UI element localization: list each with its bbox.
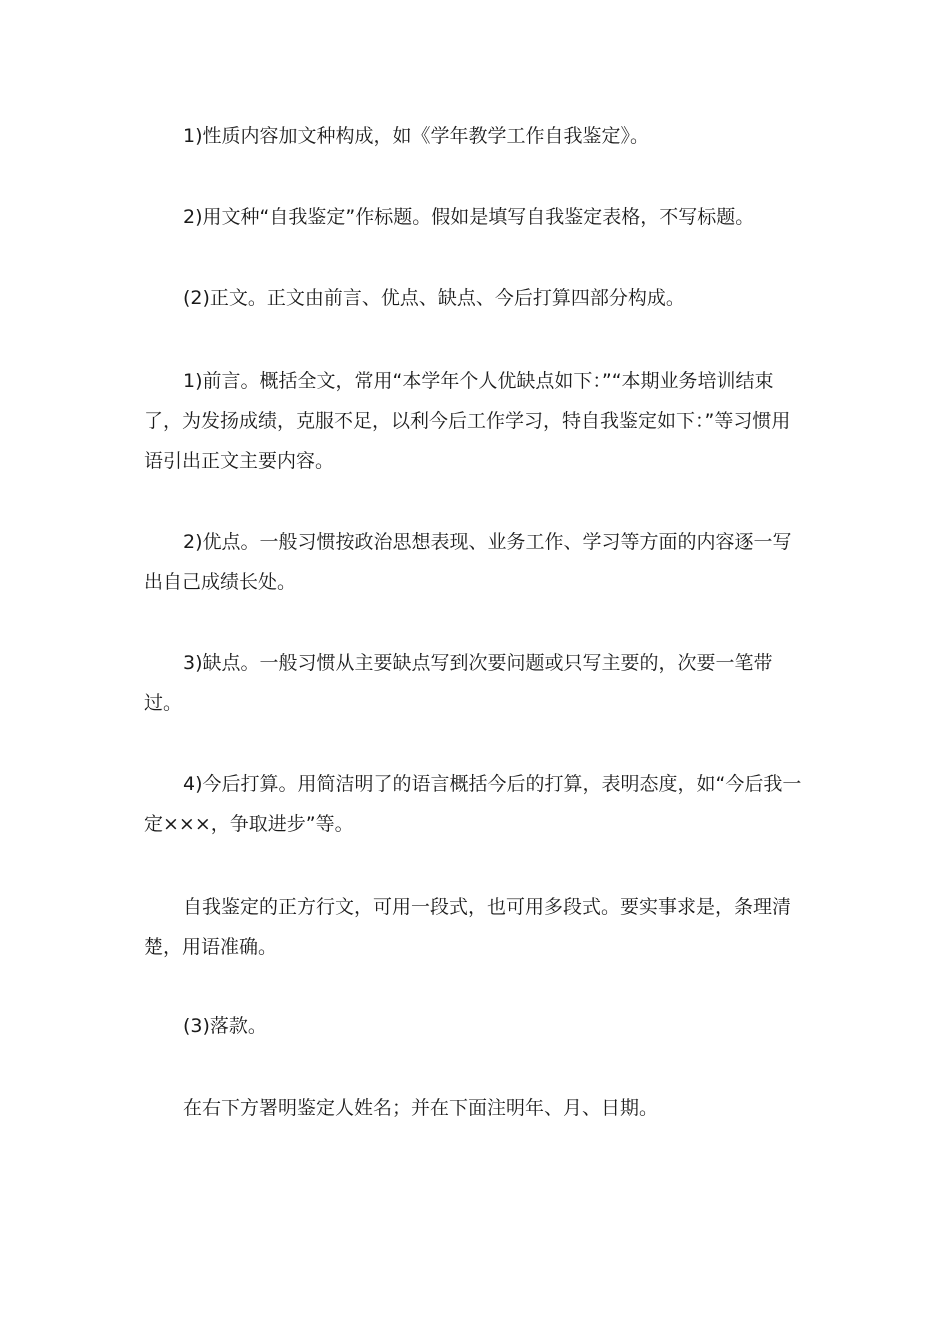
paragraph-weaknesses: 3)缺点。一般习惯从主要缺点写到次要问题或只写主要的，次要一笔带过。 [144, 652, 773, 714]
paragraph-body-style: 自我鉴定的正方行文，可用一段式，也可用多段式。要实事求是，条理清楚，用语准确。 [144, 896, 792, 958]
paragraph-future-plans: 4)今后打算。用简洁明了的语言概括今后的打算，表明态度，如“今后我一定×××，争取进步”等。 [144, 773, 802, 835]
paragraph-title-format-2: 2)用文种“自我鉴定”作标题。假如是填写自我鉴定表格，不写标题。 [183, 206, 755, 228]
paragraph-preface: 1)前言。概括全文，常用“本学年个人优缺点如下：”“本期业务培训结束了，为发扬成绩，克服不足，以利今后工作学习，特自我鉴定如下：”等习惯用语引出正文主要内容。 [144, 370, 791, 472]
paragraph-strengths: 2)优点。一般习惯按政治思想表现、业务工作、学习等方面的内容逐一写出自己成绩长处。 [144, 531, 792, 593]
paragraph-title-format-1: 1)性质内容加文种构成，如《学年教学工作自我鉴定》。 [183, 125, 650, 147]
paragraph-signature-heading: (3)落款。 [183, 1015, 267, 1037]
paragraph-body-heading: (2)正文。正文由前言、优点、缺点、今后打算四部分构成。 [183, 287, 685, 309]
paragraph-signature-instructions: 在右下方署明鉴定人姓名；并在下面注明年、月、日期。 [183, 1097, 659, 1119]
